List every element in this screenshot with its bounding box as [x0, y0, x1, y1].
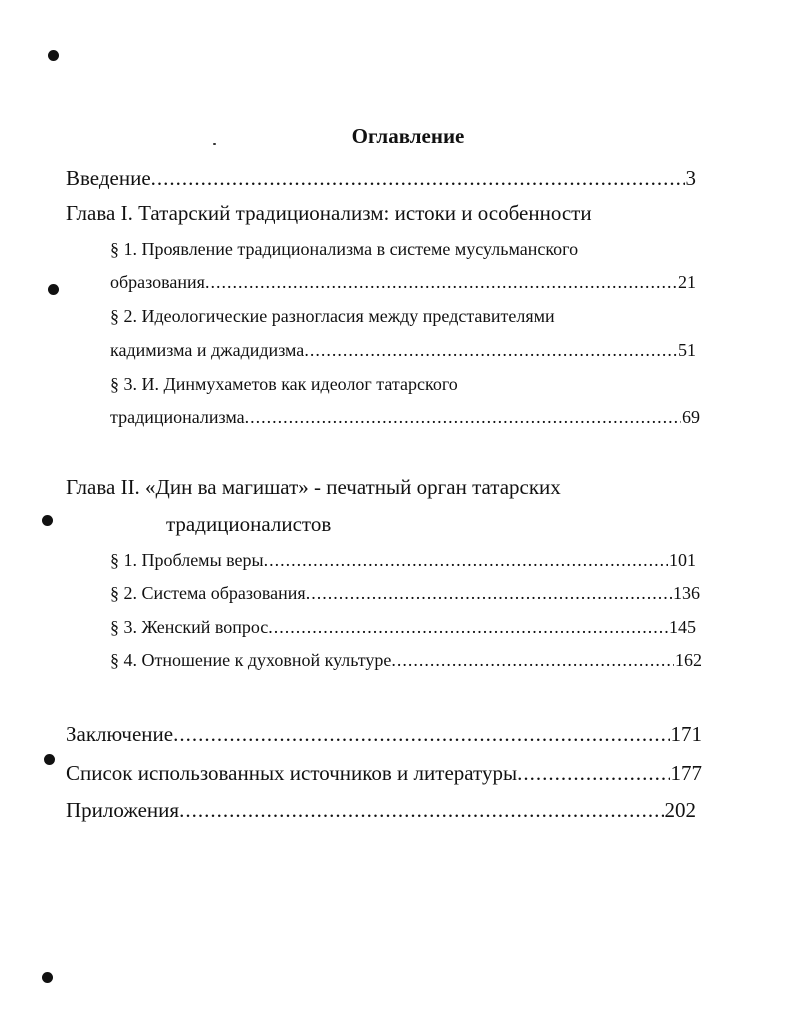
toc-entry-label: Заключение	[66, 722, 174, 746]
punch-hole-mark	[44, 754, 55, 765]
dot-leader	[151, 166, 685, 191]
ch2-section3-entry	[110, 617, 696, 638]
dot-leader	[304, 340, 677, 361]
punch-hole-mark	[48, 50, 59, 61]
dot-leader	[391, 650, 674, 671]
toc-entry-label: образования	[110, 272, 205, 292]
toc-entry-conclusion	[66, 722, 702, 747]
toc-entry-label: Список использованных источников и литературы	[66, 761, 518, 785]
toc-page-number: 202	[664, 798, 696, 822]
toc-entry-label: § 2. Система образования	[110, 583, 306, 603]
toc-page-number: 162	[675, 650, 702, 670]
toc-entry-label: § 1. Проблемы веры	[110, 550, 264, 570]
ch1-section3-line1: § 3. И. Динмухаметов как идеолог татарского	[110, 374, 458, 394]
toc-page-number: 136	[673, 583, 700, 603]
toc-page-number: 145	[669, 617, 696, 637]
toc-entry-label: § 4. Отношение к духовной культуре	[110, 650, 392, 670]
ch1-section2-line1: § 2. Идеологические разногласия между представителями	[110, 306, 555, 326]
toc-entry-sources	[66, 761, 702, 786]
toc-entry-label: Введение	[66, 166, 151, 190]
ch1-section1-entry	[110, 272, 696, 293]
toc-entry-label: традиционализма	[110, 407, 245, 427]
punch-hole-mark	[48, 284, 59, 295]
toc-page-number: 171	[670, 722, 702, 746]
toc-entry-appendix	[66, 798, 696, 823]
toc-page-number: 69	[682, 407, 700, 427]
dot-leader	[268, 617, 668, 638]
ch2-section1-entry	[110, 550, 696, 571]
dot-leader	[306, 583, 672, 604]
dot-leader	[173, 722, 669, 747]
toc-page-number: 21	[678, 272, 696, 292]
ch1-section3-entry	[110, 407, 700, 428]
ch1-section2-entry	[110, 340, 696, 361]
ch2-section2-entry	[110, 583, 700, 604]
dot-leader	[264, 550, 668, 571]
toc-page-number: 177	[670, 761, 702, 785]
punch-hole-mark	[42, 515, 53, 526]
dot-leader	[517, 761, 669, 786]
dot-leader	[205, 272, 677, 293]
toc-entry-label: Приложения	[66, 798, 180, 822]
toc-title: Оглавление	[351, 124, 465, 148]
toc-entry-label: § 3. Женский вопрос	[110, 617, 269, 637]
ch1-section1-line1: § 1. Проявление традиционализма в системе мусульманского	[110, 239, 579, 259]
dot-leader	[179, 798, 663, 823]
chapter2-heading-line1: Глава II. «Дин ва магишат» - печатный орган татарских	[66, 475, 561, 499]
chapter2-heading-line2: традиционалистов	[166, 512, 332, 536]
ch2-section4-entry	[110, 650, 702, 671]
toc-page-number: 101	[669, 550, 696, 570]
toc-entry-intro	[66, 166, 696, 191]
toc-page-number: 51	[678, 340, 696, 360]
chapter1-heading: Глава I. Татарский традиционализм: истоки и особенности	[66, 201, 592, 225]
toc-entry-label: кадимизма и джадидизма	[110, 340, 305, 360]
dot-leader	[245, 407, 681, 428]
toc-page-number: 3	[685, 166, 696, 190]
punch-hole-mark	[42, 972, 53, 983]
